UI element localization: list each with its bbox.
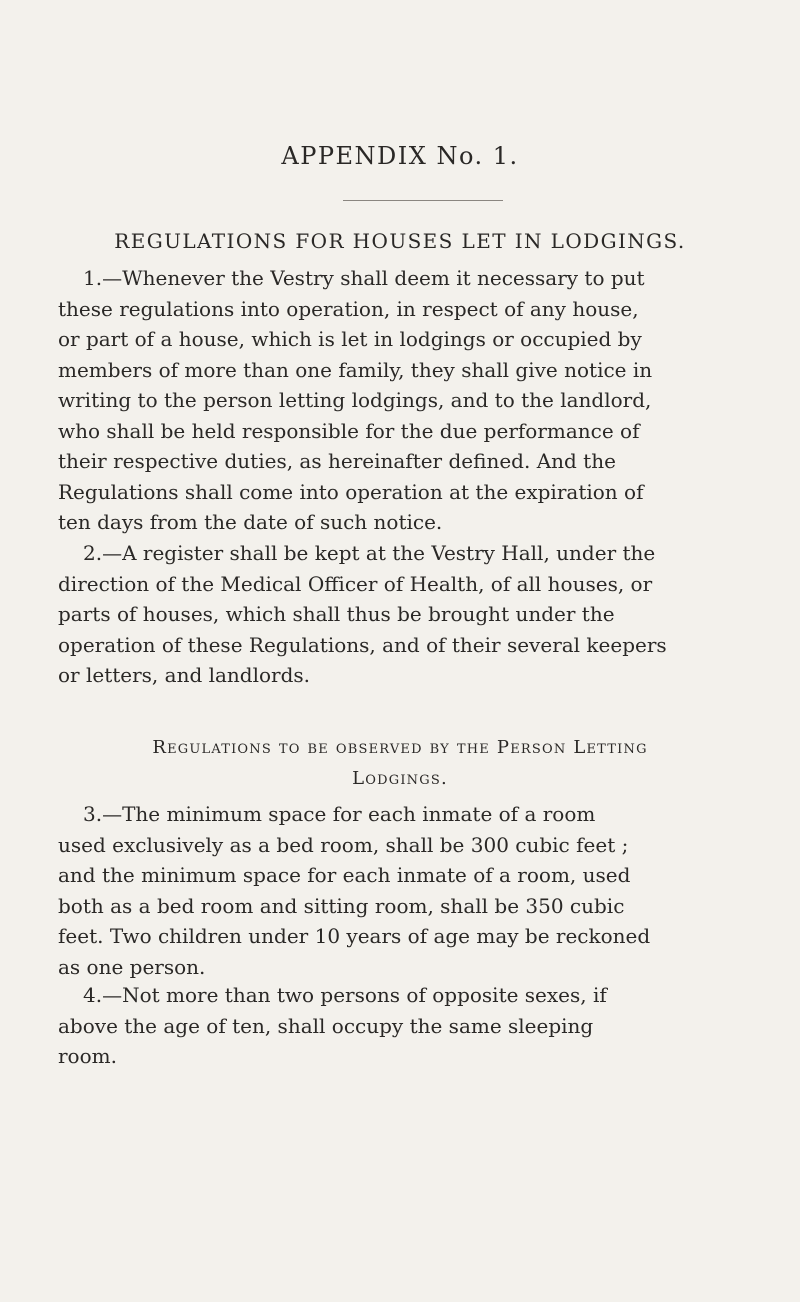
text-line: above the age of ten, shall occupy the same sleeping (58, 1013, 594, 1038)
divider-rule (343, 200, 503, 201)
text-line: 2.—A register shall be kept at the Vestry Hall, under the (83, 541, 656, 565)
text-line: Regulations shall come into operation at the expiration of (58, 479, 644, 504)
text-line: or part of a house, which is let in lodgings or occupied by (58, 327, 642, 351)
subheading-line: Lodgings. (352, 768, 448, 789)
text-line: direction of the Medical Officer of Health, of all houses, or (58, 571, 653, 596)
appendix-title: APPENDIX No. 1. (281, 142, 519, 170)
subheading-line: Regulations to be observed by the Person Letting (152, 737, 648, 758)
text-line: who shall be held responsible for the due performance of (58, 418, 640, 443)
paragraph-4 (58, 980, 607, 1072)
text-line: 4.—Not more than two persons of opposite sexes, if (83, 983, 607, 1007)
text-line: and the minimum space for each inmate of a room, used (58, 863, 631, 887)
text-line: as one person. (58, 954, 206, 979)
paragraph-2 (58, 538, 667, 691)
text-line: parts of houses, which shall thus be brought under the (58, 602, 615, 626)
paragraph-1 (58, 263, 652, 538)
text-line: or letters, and landlords. (58, 663, 311, 687)
text-line: writing to the person letting lodgings, and to the landlord, (58, 388, 652, 412)
text-line: 1.—Whenever the Vestry shall deem it necessary to put (83, 266, 645, 290)
text-line: both as a bed room and sitting room, shall be 350 cubic (58, 893, 625, 918)
text-line: operation of these Regulations, and of their several keepers (58, 632, 667, 657)
text-line: their respective duties, as hereinafter defined. And the (58, 449, 616, 473)
subheading (0, 732, 800, 794)
paragraph-3 (58, 799, 650, 982)
text-line: used exclusively as a bed room, shall be 300 cubic feet ; (58, 832, 629, 857)
text-line: room. (58, 1044, 117, 1068)
text-line: ten days from the date of such notice. (58, 510, 443, 534)
section-title: REGULATIONS FOR HOUSES LET IN LODGINGS. (114, 229, 686, 253)
text-line: members of more than one family, they shall give notice in (58, 357, 653, 382)
text-line: feet. Two children under 10 years of age may be reckoned (58, 924, 651, 948)
text-line: these regulations into operation, in respect of any house, (58, 296, 639, 321)
text-line: 3.—The minimum space for each inmate of a room (83, 802, 596, 826)
